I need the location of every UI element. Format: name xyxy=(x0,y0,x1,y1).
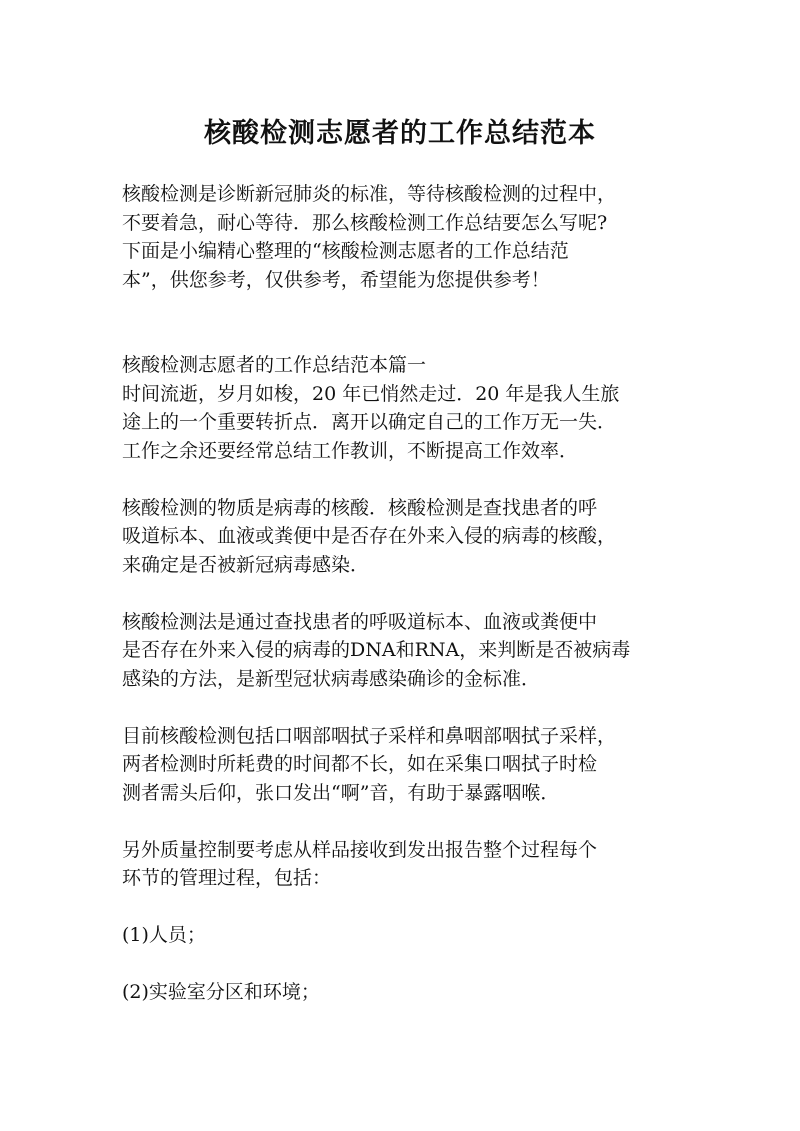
paragraph-3 xyxy=(122,608,682,694)
document-body xyxy=(122,180,682,1007)
intro-line: 本”，供您参考，仅供参考，希望能为您提供参考！ xyxy=(122,268,550,291)
intro-line: 不要着急，耐心等待．那么核酸检测工作总结要怎么写呢? xyxy=(122,211,608,234)
paragraph-line: 核酸检测的物质是病毒的核酸．核酸检测是查找患者的呼 xyxy=(122,496,598,519)
list-item xyxy=(122,978,682,1007)
paragraph-line: 是否存在外来入侵的病毒的DNA和RNA，来判断是否被病毒 xyxy=(122,639,631,661)
list-item-text: (1)人员； xyxy=(122,924,206,946)
paragraph-line: 测者需头后仰，张口发出“啊”音，有助于暴露咽喉． xyxy=(122,781,560,804)
paragraph-line: 感染的方法，是新型冠状病毒感染确诊的金标准． xyxy=(122,667,541,690)
document-title: 核酸检测志愿者的工作总结范本 xyxy=(204,118,596,149)
intro-paragraph xyxy=(122,180,682,294)
paragraph-line: 目前核酸检测包括口咽部咽拭子采样和鼻咽部咽拭子采样， xyxy=(122,724,617,747)
paragraph-4 xyxy=(122,722,682,808)
paragraph-line: 核酸检测法是通过查找患者的呼吸道标本、血液或粪便中 xyxy=(122,610,598,633)
paragraph-line: 工作之余还要经常总结工作教训，不断提高工作效率． xyxy=(122,439,579,462)
section-block xyxy=(122,351,682,465)
paragraph-line: 另外质量控制要考虑从样品接收到发出报告整个过程每个 xyxy=(122,838,598,861)
paragraph-line: 时间流逝，岁月如梭，20 年已悄然走过．20 年是我人生旅 xyxy=(122,382,620,405)
paragraph-line: 环节的管理过程，包括： xyxy=(122,867,332,889)
paragraph-2 xyxy=(122,494,682,580)
list-item-text: (2)实验室分区和环境； xyxy=(122,981,320,1003)
paragraph-5 xyxy=(122,836,682,893)
paragraph-line: 两者检测时所耗费的时间都不长，如在采集口咽拭子时检 xyxy=(122,753,598,775)
intro-line: 下面是小编精心整理的“核酸检测志愿者的工作总结范 xyxy=(122,240,569,262)
paragraph-line: 来确定是否被新冠病毒感染． xyxy=(122,553,370,576)
paragraph-line: 途上的一个重要转折点．离开以确定自己的工作万无一失． xyxy=(122,411,617,433)
list-item xyxy=(122,921,682,950)
section-heading: 核酸检测志愿者的工作总结范本篇一 xyxy=(122,354,427,376)
paragraph-line: 吸道标本、血液或粪便中是否存在外来入侵的病毒的核酸， xyxy=(122,525,617,547)
intro-line: 核酸检测是诊断新冠肺炎的标准，等待核酸检测的过程中， xyxy=(122,183,617,205)
